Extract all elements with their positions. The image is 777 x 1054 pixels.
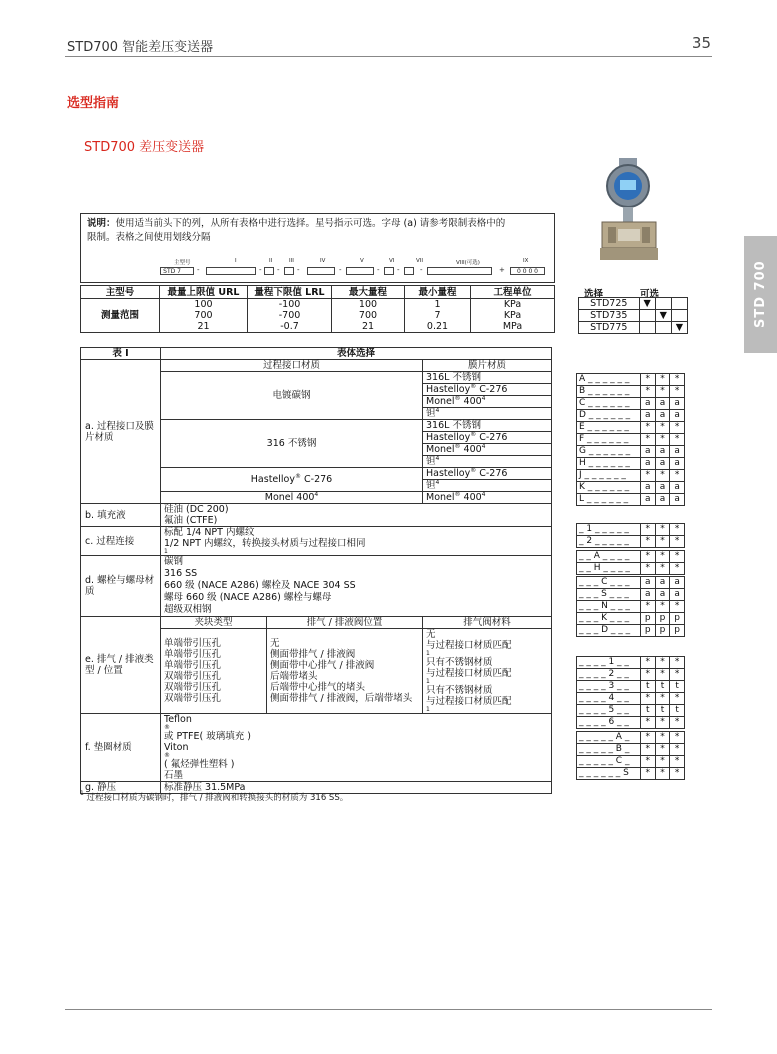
limit-code: J _ _ _ _ _ _ [577,470,641,482]
limit-mark: * [670,717,685,729]
limit-row [577,422,685,434]
e-header-block: 夹块类型 [161,617,267,629]
arrow-down-icon: ▼ [655,310,671,322]
code-header: VIII(可选) [456,260,480,266]
section-title: 选型指南 [67,96,120,111]
limit-mark: * [655,470,670,482]
limit-row [577,601,685,613]
e-vent-materials: 无 与过程接口材质匹配 1 只有不锈钢材质 与过程接口材质匹配 1 只有不锈钢材质 与过程接口材质匹配 1 [423,629,552,714]
limit-mark: * [655,657,670,669]
limit-mark: * [655,756,670,768]
code-cell: _ _ _ _ _ _ _ [206,267,256,275]
limit-mark: p [655,625,670,637]
limit-mark: * [655,768,670,780]
select-heading: 选择 [584,289,604,300]
limit-mark: t [670,681,685,693]
limit-code: _ _ _ N _ _ _ [577,601,641,613]
limit-code: _ _ _ K _ _ _ [577,613,641,625]
code-cell: _ _ _ _ _ _ _ [427,267,492,275]
limit-mark: t [670,705,685,717]
limit-mark: * [640,386,655,398]
range-header: 量程下限值 LRL [248,286,332,299]
code-header: I [235,258,237,264]
limit-mark: p [670,625,685,637]
category-f: f. 垫圈材质 [81,714,161,782]
limit-code: D _ _ _ _ _ _ [577,410,641,422]
code-cell: 0 0 0 0 [510,267,545,275]
limit-mark: * [640,422,655,434]
limit-code: _ _ _ _ _ A _ [577,732,641,744]
proc-mat-header: 过程接口材质 [161,360,423,372]
limit-mark: a [670,577,685,589]
limit-mark: * [670,386,685,398]
code-header: III [289,258,294,264]
code-header: VI [389,258,395,264]
e-block-types: 单端带引压孔 单端带引压孔 单端带引压孔 双端带引压孔 双端带引压孔 双端带引压孔 [161,629,267,714]
limit-mark: a [670,458,685,470]
range-header: 最量上限值 URL [160,286,248,299]
device-lcd [620,180,636,190]
limit-mark: a [670,494,685,506]
limit-code: _ _ _ _ 6 _ _ [577,717,641,729]
limit-mark: a [670,398,685,410]
limit-row [577,563,685,575]
diaph-tantalum: 钽$^4$ [423,456,552,468]
limit-mark: * [655,434,670,446]
code-header: VII [416,258,424,264]
limit-mark: * [655,717,670,729]
limit-mark: * [640,434,655,446]
limit-mark: * [670,744,685,756]
limit-mark: * [670,551,685,563]
limit-code: E _ _ _ _ _ _ [577,422,641,434]
side-tab-label: STD 700 [753,260,768,329]
limit-mark: t [655,681,670,693]
page-number: 35 [691,34,711,52]
limit-table-g [576,767,685,780]
limit-mark: * [670,669,685,681]
device-body [618,229,640,241]
footer-divider [65,1009,712,1010]
limit-code: _ _ _ _ _ B _ [577,744,641,756]
category-g: g. 静压 [81,782,161,794]
sub-title: STD700 差压变送器 [84,140,205,155]
limit-row [577,693,685,705]
limit-mark: * [670,768,685,780]
range-header: 工程单位 [471,286,555,299]
range-header-row [81,286,555,299]
limit-code: _ _ _ _ _ _ S [577,768,641,780]
limit-mark: * [670,434,685,446]
limit-mark: t [655,705,670,717]
note-line2: 限制。表格之间使用划线分隔 [87,232,211,243]
limit-mark: a [640,577,655,589]
limit-code: K _ _ _ _ _ _ [577,482,641,494]
range-header: 主型号 [81,286,160,299]
device-bolt-left [608,227,616,243]
category-a: a. 过程接口及膜片材质 [81,360,161,504]
model-std725: STD725 [579,298,640,310]
limit-mark: a [655,398,670,410]
arrow-down-icon: ▼ [639,298,655,310]
limit-mark: * [640,693,655,705]
limit-mark: * [640,732,655,744]
limit-row [577,744,685,756]
range-lrl: -100 -700 -0.7 [248,299,332,333]
limit-mark: t [640,681,655,693]
limit-code: _ _ _ C _ _ _ [577,577,641,589]
limit-mark: * [640,563,655,575]
limit-mark: * [655,551,670,563]
diaph-tantalum: 钽$^4$ [423,408,552,420]
limit-row [577,589,685,601]
transmitter-image [590,158,668,268]
e-header-vent: 排气阀材料 [423,617,552,629]
limit-code: _ _ _ S _ _ _ [577,589,641,601]
device-bolt-right [642,227,650,243]
limit-mark: a [640,446,655,458]
limit-mark: a [670,446,685,458]
diaph-mat-header: 膜片材质 [423,360,552,372]
limit-code: _ _ A _ _ _ _ [577,551,641,563]
limit-mark: * [640,768,655,780]
code-cell: _ _ _ [307,267,335,275]
limit-mark: * [640,374,655,386]
limit-row [577,434,685,446]
limit-mark: a [670,482,685,494]
limit-mark: a [655,589,670,601]
limit-mark: * [655,563,670,575]
limit-code: _ _ _ _ 4 _ _ [577,693,641,705]
limit-mark: * [640,601,655,613]
code-header: 主型号 [174,260,191,266]
arrow-down-icon: ▼ [671,322,687,334]
limit-mark: a [640,398,655,410]
diaph-monel: Monel® $400^4$ [423,492,552,504]
limit-row [577,625,685,637]
limit-mark: * [655,422,670,434]
limit-mark: * [670,524,685,536]
limit-code: C _ _ _ _ _ _ [577,398,641,410]
category-e: e. 排气 / 排液类型 / 位置 [81,617,161,714]
range-min: 1 7 0.21 [405,299,471,333]
limit-row [577,386,685,398]
header-divider [65,56,712,57]
limit-code: _ _ _ _ 5 _ _ [577,705,641,717]
limit-row [577,482,685,494]
limit-mark: a [640,482,655,494]
limit-mark: * [640,657,655,669]
limit-mark: p [655,613,670,625]
code-cell: _ [384,267,394,275]
proc-monel: Monel $400^4$ [161,492,423,504]
note-line1: 使用适当前头下的列，从所有表格中进行选择。星号指示可选。字母 (a) 请参考限制表格中的 [115,218,506,229]
process-connection-options: 标配 1/4 NPT 内螺纹 1/2 NPT 内螺纹，转换接头材质与过程接口相同 1 [161,527,552,556]
limit-row [577,756,685,768]
limit-code: _ _ _ _ 2 _ _ [577,669,641,681]
range-max: 100 700 21 [332,299,405,333]
limit-row [577,768,685,780]
limit-mark: * [640,744,655,756]
limit-row [577,536,685,548]
limit-row [577,374,685,386]
limit-mark: a [655,577,670,589]
e-valve-positions: 无 侧面带排气 / 排液阀 侧面带中心排气 / 排液阀 后端带堵头 后端带中心排气的堵头 侧面带排气 / 排液阀，后端带堵头 [267,629,423,714]
limit-mark: * [670,756,685,768]
range-header: 最小量程 [405,286,471,299]
device-neck [623,207,633,223]
limit-row [577,705,685,717]
code-header: IX [523,258,529,264]
limit-code: _ _ _ _ 3 _ _ [577,681,641,693]
limit-code: A _ _ _ _ _ _ [577,374,641,386]
limit-mark: p [640,613,655,625]
limit-mark: * [640,669,655,681]
header-title: STD700 智能差压变送器 [67,40,214,55]
body-select-header: 表体选择 [161,348,552,360]
limit-row [577,732,685,744]
limit-mark: * [640,717,655,729]
limit-mark: p [670,613,685,625]
code-cell: _ [284,267,294,275]
limit-mark: * [670,536,685,548]
limit-code: _ _ _ D _ _ _ [577,625,641,637]
limit-mark: * [655,744,670,756]
limit-mark: * [655,536,670,548]
diaph-hastelloy: Hastelloy® C-276 [423,468,552,480]
limit-code: _ _ _ _ 1 _ _ [577,657,641,669]
range-header: 最大量程 [332,286,405,299]
limit-code: F _ _ _ _ _ _ [577,434,641,446]
limit-mark: * [655,524,670,536]
limit-mark: a [670,589,685,601]
model-std775: STD775 [579,322,640,334]
limit-row [577,613,685,625]
code-cell: STD 7 _ _ [160,267,194,275]
limit-mark: a [655,446,670,458]
bolt-options: 碳钢 316 SS 660 级 (NACE A286) 螺栓及 NACE 304 SS 螺母 660 级 (NACE A286) 螺栓与螺母 超级双相钢 [161,556,552,617]
limit-mark: a [655,494,670,506]
diaph-tantalum: 钽$^4$ [423,480,552,492]
limit-mark: t [640,705,655,717]
limit-mark: a [640,589,655,601]
limit-mark: * [640,536,655,548]
limit-mark: * [640,551,655,563]
diaph-hastelloy: Hastelloy® C-276 [423,432,552,444]
range-unit: KPa KPa MPa [471,299,555,333]
diaph-316l: 316L 不锈钢 [423,420,552,432]
diaph-monel: Monel® $400^4$ [423,396,552,408]
table-i-header: 表 I [81,348,161,360]
limit-row [577,446,685,458]
model-std735: STD735 [579,310,640,322]
side-tab [744,236,777,353]
category-d: d. 螺栓与螺母材质 [81,556,161,617]
footnote: $^1$ 过程接口材质为碳钢时，排气 / 排液阀和转换接头的材质为 316 SS。 [80,790,349,803]
limit-mark: a [640,458,655,470]
limit-row [577,669,685,681]
range-row [81,299,555,333]
select-table [578,297,688,334]
gasket-options: Teflon ® 或 PTFE( 玻璃填充 ) Viton ® ( 氟烃弹性塑料 ) 石墨 [161,714,552,782]
limit-row [577,494,685,506]
limit-table-b [576,523,685,548]
limit-row [577,657,685,669]
limit-mark: a [670,410,685,422]
diaph-hastelloy: Hastelloy® C-276 [423,384,552,396]
limit-row [577,524,685,536]
limit-code: _ _ _ _ _ C _ [577,756,641,768]
limit-mark: * [670,657,685,669]
limit-code: _ _ H _ _ _ _ [577,563,641,575]
limit-mark: p [640,625,655,637]
limit-row [577,470,685,482]
code-cell: _ [404,267,414,275]
limit-mark: * [670,422,685,434]
limit-mark: a [640,494,655,506]
config-table [80,347,552,794]
limit-code: B _ _ _ _ _ _ [577,386,641,398]
limit-row [577,410,685,422]
proc-hastelloy: Hastelloy® C-276 [161,468,423,492]
limit-table-c [576,550,685,575]
diaph-316l: 316L 不锈钢 [423,372,552,384]
limit-table-f [576,731,685,768]
limit-mark: * [655,374,670,386]
fill-fluid-options: 硅油 (DC 200) 氟油 (CTFE) [161,504,552,527]
limit-mark: a [655,410,670,422]
limit-code: G _ _ _ _ _ _ [577,446,641,458]
range-table [80,285,555,333]
limit-mark: a [655,458,670,470]
limit-mark: a [640,410,655,422]
limit-row [577,458,685,470]
device-base [600,248,658,260]
note-label: 说明： [87,218,116,229]
limit-mark: * [640,524,655,536]
e-header-valve: 排气 / 排液阀位置 [267,617,423,629]
limit-table-a [576,373,685,506]
proc-316ss: 316 不锈钢 [161,420,423,468]
category-c: c. 过程连接 [81,527,161,556]
limit-table-e [576,656,685,729]
optional-heading: 可选 [640,289,660,300]
limit-mark: a [655,482,670,494]
code-header: IV [320,258,326,264]
limit-row [577,551,685,563]
limit-mark: * [670,374,685,386]
diaph-monel: Monel® $400^4$ [423,444,552,456]
limit-mark: * [655,386,670,398]
limit-mark: * [655,693,670,705]
static-pressure: 标准静压 31.5MPa [161,782,552,794]
category-b: b. 填充液 [81,504,161,527]
code-cell: _ [264,267,274,275]
limit-table-d [576,576,685,637]
range-row-label: 测量范围 [81,299,160,333]
limit-row [577,717,685,729]
limit-mark: * [655,732,670,744]
limit-row [577,398,685,410]
code-header: II [269,258,273,264]
limit-row [577,681,685,693]
limit-mark: * [640,756,655,768]
limit-mark: * [655,669,670,681]
limit-mark: * [670,563,685,575]
code-header: V [360,258,364,264]
code-cell: _ _ _ [346,267,374,275]
limit-code: _ 1 _ _ _ _ _ [577,524,641,536]
limit-code: H _ _ _ _ _ _ [577,458,641,470]
limit-mark: * [670,732,685,744]
limit-mark: * [655,601,670,613]
range-url: 100 700 21 [160,299,248,333]
limit-mark: * [670,470,685,482]
limit-mark: * [640,470,655,482]
limit-code: _ 2 _ _ _ _ _ [577,536,641,548]
proc-carbon-steel: 电镀碳钢 [161,372,423,420]
limit-mark: * [670,601,685,613]
limit-code: L _ _ _ _ _ _ [577,494,641,506]
limit-row [577,577,685,589]
limit-mark: * [670,693,685,705]
